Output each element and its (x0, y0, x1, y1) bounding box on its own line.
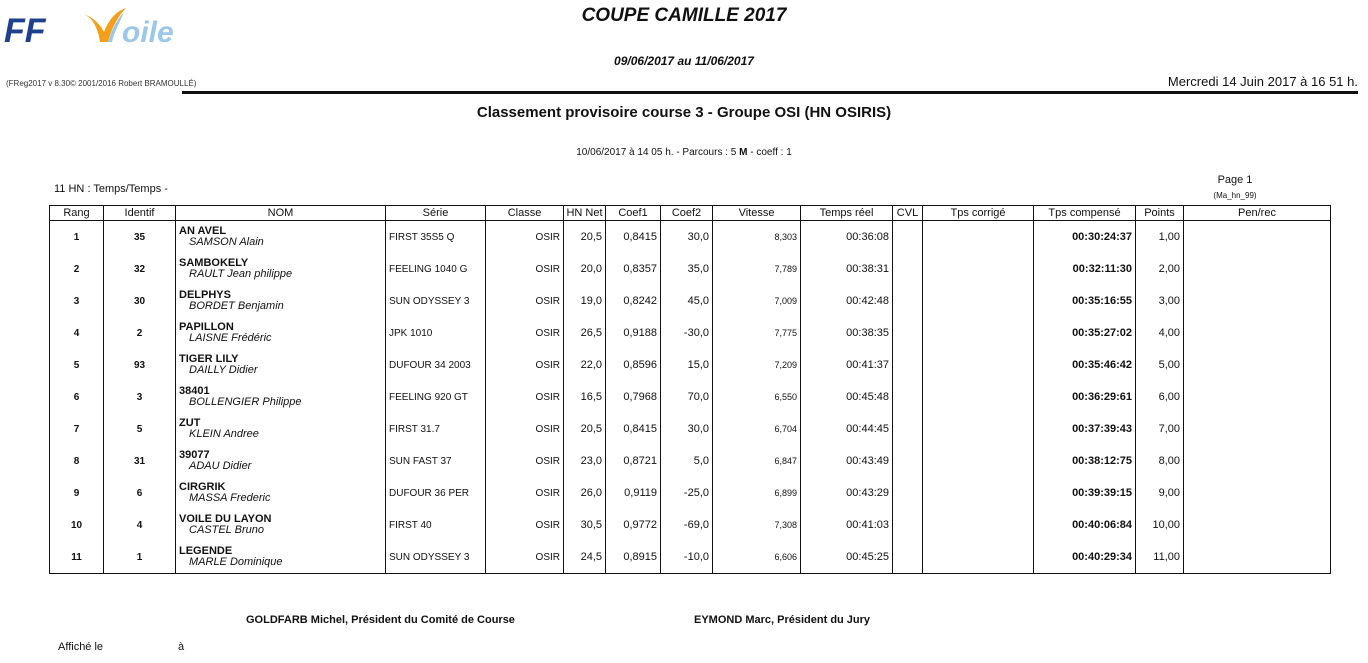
identif-cell: 4 (104, 509, 176, 541)
cvl-cell (893, 445, 923, 477)
serie-cell: FEELING 1040 G (386, 253, 486, 285)
column-header: Identif (104, 206, 176, 221)
table-row (50, 317, 1331, 349)
pen-rec-cell (1184, 381, 1331, 413)
posted-le: Affiché le (58, 641, 104, 653)
coef1-cell: 0,8915 (606, 541, 661, 574)
pen-rec-cell (1184, 285, 1331, 317)
coef1-cell: 0,9188 (606, 317, 661, 349)
vitesse-cell: 8,303 (713, 221, 801, 254)
points-cell: 9,00 (1136, 477, 1184, 509)
table-row (50, 381, 1331, 413)
coef2-cell: -10,0 (661, 541, 713, 574)
race-start: 10/06/2017 à 14 05 h. - Parcours : 5 (576, 147, 737, 158)
coef2-cell: 45,0 (661, 285, 713, 317)
classe-cell: OSIR (486, 317, 564, 349)
coef1-cell: 0,8415 (606, 413, 661, 445)
column-header: Coef2 (661, 206, 713, 221)
identif-cell: 2 (104, 317, 176, 349)
tps-corrige-cell (923, 317, 1034, 349)
hn-net-cell: 26,5 (564, 317, 606, 349)
rank-cell: 11 (50, 541, 104, 574)
count-label (54, 183, 168, 195)
identif-cell: 5 (104, 413, 176, 445)
hn-net-cell: 16,5 (564, 381, 606, 413)
coef1-cell: 0,9119 (606, 477, 661, 509)
coef2-cell: 70,0 (661, 381, 713, 413)
column-header: Classe (486, 206, 564, 221)
rank-cell: 1 (50, 221, 104, 254)
hn-net-cell: 20,5 (564, 413, 606, 445)
temps-reel-cell: 00:38:35 (801, 317, 893, 349)
table-row (50, 285, 1331, 317)
hn-net-cell: 30,5 (564, 509, 606, 541)
skipper-name: SAMSON Alain (189, 236, 264, 248)
column-header: NOM (176, 206, 386, 221)
serie-cell: SUN FAST 37 (386, 445, 486, 477)
coef2-cell: -69,0 (661, 509, 713, 541)
boat-name: CIRGRIK (179, 481, 226, 493)
points-cell: 3,00 (1136, 285, 1184, 317)
skipper-name: BORDET Benjamin (189, 300, 284, 312)
hn-net-cell: 19,0 (564, 285, 606, 317)
tps-compense-cell: 00:40:06:84 (1034, 509, 1136, 541)
boat-name: DELPHYS (179, 289, 231, 301)
column-header: Points (1136, 206, 1184, 221)
classement-title: Classement provisoire course 3 - Groupe OSI (HN OSIRIS) (476, 104, 892, 121)
tps-corrige-cell (923, 445, 1034, 477)
nom-cell (176, 541, 386, 574)
table-row (50, 509, 1331, 541)
tps-corrige-cell (923, 477, 1034, 509)
tps-corrige-cell (923, 413, 1034, 445)
coef1-cell: 0,9772 (606, 509, 661, 541)
tps-compense-cell: 00:32:11:30 (1034, 253, 1136, 285)
vitesse-cell: 6,847 (713, 445, 801, 477)
points-cell: 6,00 (1136, 381, 1184, 413)
cvl-cell (893, 477, 923, 509)
identif-cell: 1 (104, 541, 176, 574)
serie-cell: SUN ODYSSEY 3 (386, 541, 486, 574)
rank-cell: 10 (50, 509, 104, 541)
column-header: Tps corrigé (923, 206, 1034, 221)
classe-cell: OSIR (486, 413, 564, 445)
coef2-cell: 30,0 (661, 221, 713, 254)
vitesse-cell: 6,606 (713, 541, 801, 574)
cvl-cell (893, 541, 923, 574)
serie-cell: FEELING 920 GT (386, 381, 486, 413)
table-row (50, 445, 1331, 477)
pen-rec-cell (1184, 541, 1331, 574)
boat-name: ZUT (179, 417, 201, 429)
serie-cell: FIRST 35S5 Q (386, 221, 486, 254)
serie-cell: FIRST 40 (386, 509, 486, 541)
cvl-cell (893, 317, 923, 349)
serie-cell: SUN ODYSSEY 3 (386, 285, 486, 317)
boat-name: LEGENDE (179, 545, 233, 557)
vitesse-cell: 7,009 (713, 285, 801, 317)
rank-cell: 2 (50, 253, 104, 285)
skipper-name: RAULT Jean philippe (189, 268, 293, 280)
count-rest: : Temps/Temps - (87, 183, 168, 195)
points-cell: 1,00 (1136, 221, 1184, 254)
classe-cell: OSIR (486, 509, 564, 541)
column-header: Temps réel (801, 206, 893, 221)
vitesse-cell: 7,789 (713, 253, 801, 285)
column-header: Pen/rec (1184, 206, 1331, 221)
table-row (50, 349, 1331, 381)
points-cell: 10,00 (1136, 509, 1184, 541)
tps-compense-cell: 00:36:29:61 (1034, 381, 1136, 413)
logo-oile-text: oile (122, 16, 174, 48)
serie-cell: FIRST 31.7 (386, 413, 486, 445)
skipper-name: MARLE Dominique (189, 556, 283, 568)
hn-net-cell: 23,0 (564, 445, 606, 477)
race-course: M (739, 147, 748, 158)
rank-cell: 8 (50, 445, 104, 477)
cvl-cell (893, 253, 923, 285)
hn-net-cell: 22,0 (564, 349, 606, 381)
vitesse-cell: 6,899 (713, 477, 801, 509)
skipper-name: DAILLY Didier (189, 364, 258, 376)
page-code: (Ma_hn_99) (1213, 191, 1257, 200)
nom-cell (176, 221, 386, 254)
table-body (50, 221, 1331, 574)
points-cell: 2,00 (1136, 253, 1184, 285)
tps-corrige-cell (923, 509, 1034, 541)
temps-reel-cell: 00:43:29 (801, 477, 893, 509)
tps-corrige-cell (923, 253, 1034, 285)
classe-cell: OSIR (486, 349, 564, 381)
serie-cell: DUFOUR 34 2003 (386, 349, 486, 381)
nom-cell (176, 509, 386, 541)
classe-cell: OSIR (486, 381, 564, 413)
table-row (50, 253, 1331, 285)
vitesse-cell: 6,550 (713, 381, 801, 413)
event-dates: 09/06/2017 au 11/06/2017 (614, 54, 754, 68)
nom-cell (176, 413, 386, 445)
rank-cell: 6 (50, 381, 104, 413)
boat-name: TIGER LILY (179, 353, 239, 365)
temps-reel-cell: 00:44:45 (801, 413, 893, 445)
tps-corrige-cell (923, 349, 1034, 381)
column-header: Coef1 (606, 206, 661, 221)
coef2-cell: 15,0 (661, 349, 713, 381)
tps-compense-cell: 00:40:29:34 (1034, 541, 1136, 574)
nom-cell (176, 445, 386, 477)
header-divider (182, 91, 1358, 94)
table-row (50, 477, 1331, 509)
rank-cell: 7 (50, 413, 104, 445)
cvl-cell (893, 285, 923, 317)
classe-cell: OSIR (486, 285, 564, 317)
software-version: (FReg2017 v 8.30© 2001/2016 Robert BRAMOULLÉ) (6, 79, 197, 88)
identif-cell: 30 (104, 285, 176, 317)
pen-rec-cell (1184, 349, 1331, 381)
posted-label (58, 641, 185, 653)
tps-compense-cell: 00:30:24:37 (1034, 221, 1136, 254)
classe-cell: OSIR (486, 541, 564, 574)
hn-net-cell: 20,5 (564, 221, 606, 254)
cvl-cell (893, 509, 923, 541)
nom-cell (176, 349, 386, 381)
skipper-name: MASSA Frederic (189, 492, 271, 504)
nom-cell (176, 317, 386, 349)
identif-cell: 6 (104, 477, 176, 509)
skipper-name: CASTEL Bruno (189, 524, 265, 536)
column-header: CVL (893, 206, 923, 221)
cvl-cell (893, 349, 923, 381)
nom-cell (176, 381, 386, 413)
points-cell: 5,00 (1136, 349, 1184, 381)
temps-reel-cell: 00:38:31 (801, 253, 893, 285)
vitesse-cell: 7,308 (713, 509, 801, 541)
nom-cell (176, 285, 386, 317)
classe-cell: OSIR (486, 445, 564, 477)
coef2-cell: 35,0 (661, 253, 713, 285)
boat-name: 39077 (179, 449, 210, 461)
coef1-cell: 0,8721 (606, 445, 661, 477)
signature-race-committee: GOLDFARB Michel, Président du Comité de Course (246, 614, 515, 626)
pen-rec-cell (1184, 413, 1331, 445)
coef2-cell: 5,0 (661, 445, 713, 477)
coef1-cell: 0,7968 (606, 381, 661, 413)
vitesse-cell: 6,704 (713, 413, 801, 445)
race-coeff: - coeff : 1 (750, 147, 792, 158)
table-header-row (50, 206, 1331, 221)
points-cell: 4,00 (1136, 317, 1184, 349)
tps-corrige-cell (923, 221, 1034, 254)
column-header: Série (386, 206, 486, 221)
column-header: Tps compensé (1034, 206, 1136, 221)
identif-cell: 32 (104, 253, 176, 285)
temps-reel-cell: 00:42:48 (801, 285, 893, 317)
column-header: Rang (50, 206, 104, 221)
serie-cell: JPK 1010 (386, 317, 486, 349)
tps-compense-cell: 00:35:16:55 (1034, 285, 1136, 317)
temps-reel-cell: 00:45:48 (801, 381, 893, 413)
coef1-cell: 0,8596 (606, 349, 661, 381)
tps-compense-cell: 00:35:46:42 (1034, 349, 1136, 381)
tps-compense-cell: 00:38:12:75 (1034, 445, 1136, 477)
identif-cell: 35 (104, 221, 176, 254)
coef1-cell: 0,8242 (606, 285, 661, 317)
identif-cell: 93 (104, 349, 176, 381)
pen-rec-cell (1184, 509, 1331, 541)
table-row (50, 221, 1331, 254)
pen-rec-cell (1184, 445, 1331, 477)
pen-rec-cell (1184, 253, 1331, 285)
tps-compense-cell: 00:35:27:02 (1034, 317, 1136, 349)
results-table (49, 205, 1331, 574)
coef2-cell: -30,0 (661, 317, 713, 349)
cvl-cell (893, 381, 923, 413)
temps-reel-cell: 00:45:25 (801, 541, 893, 574)
temps-reel-cell: 00:36:08 (801, 221, 893, 254)
skipper-name: BOLLENGIER Philippe (189, 396, 302, 408)
cvl-cell (893, 221, 923, 254)
classe-cell: OSIR (486, 477, 564, 509)
skipper-name: LAISNE Frédéric (189, 332, 272, 344)
temps-reel-cell: 00:41:03 (801, 509, 893, 541)
rank-cell: 9 (50, 477, 104, 509)
tps-corrige-cell (923, 285, 1034, 317)
pen-rec-cell (1184, 477, 1331, 509)
rank-cell: 5 (50, 349, 104, 381)
identif-cell: 3 (104, 381, 176, 413)
points-cell: 8,00 (1136, 445, 1184, 477)
classe-cell: OSIR (486, 221, 564, 254)
logo-ff-text: FF (4, 12, 46, 48)
tps-corrige-cell (923, 541, 1034, 574)
nom-cell (176, 253, 386, 285)
coef2-cell: 30,0 (661, 413, 713, 445)
column-header: HN Net (564, 206, 606, 221)
pen-rec-cell (1184, 317, 1331, 349)
temps-reel-cell: 00:41:37 (801, 349, 893, 381)
count-value: 11 HN (54, 183, 85, 195)
temps-reel-cell: 00:43:49 (801, 445, 893, 477)
print-date: Mercredi 14 Juin 2017 à 16 51 h. (1167, 74, 1358, 89)
vitesse-cell: 7,775 (713, 317, 801, 349)
skipper-name: KLEIN Andree (189, 428, 259, 440)
vitesse-cell: 7,209 (713, 349, 801, 381)
cvl-cell (893, 413, 923, 445)
rank-cell: 3 (50, 285, 104, 317)
points-cell: 7,00 (1136, 413, 1184, 445)
page-number: Page 1 (1217, 174, 1253, 186)
skipper-name: ADAU Didier (189, 460, 252, 472)
classe-cell: OSIR (486, 253, 564, 285)
table-row (50, 541, 1331, 574)
coef2-cell: -25,0 (661, 477, 713, 509)
coef1-cell: 0,8415 (606, 221, 661, 254)
tps-compense-cell: 00:37:39:43 (1034, 413, 1136, 445)
posted-a: à (178, 641, 185, 653)
boat-name: VOILE DU LAYON (179, 513, 272, 525)
boat-name: SAMBOKELY (179, 257, 249, 269)
tps-compense-cell: 00:39:39:15 (1034, 477, 1136, 509)
boat-name: PAPILLON (179, 321, 234, 333)
hn-net-cell: 24,5 (564, 541, 606, 574)
identif-cell: 31 (104, 445, 176, 477)
nom-cell (176, 477, 386, 509)
boat-name: AN AVEL (179, 225, 227, 237)
table-row (50, 413, 1331, 445)
points-cell: 11,00 (1136, 541, 1184, 574)
race-info (0, 147, 1368, 158)
hn-net-cell: 26,0 (564, 477, 606, 509)
boat-name: 38401 (179, 385, 210, 397)
rank-cell: 4 (50, 317, 104, 349)
signature-jury: EYMOND Marc, Président du Jury (694, 614, 871, 626)
coef1-cell: 0,8357 (606, 253, 661, 285)
serie-cell: DUFOUR 36 PER (386, 477, 486, 509)
column-header: Vitesse (713, 206, 801, 221)
hn-net-cell: 20,0 (564, 253, 606, 285)
event-title: COUPE CAMILLE 2017 (581, 5, 787, 26)
pen-rec-cell (1184, 221, 1331, 254)
tps-corrige-cell (923, 381, 1034, 413)
